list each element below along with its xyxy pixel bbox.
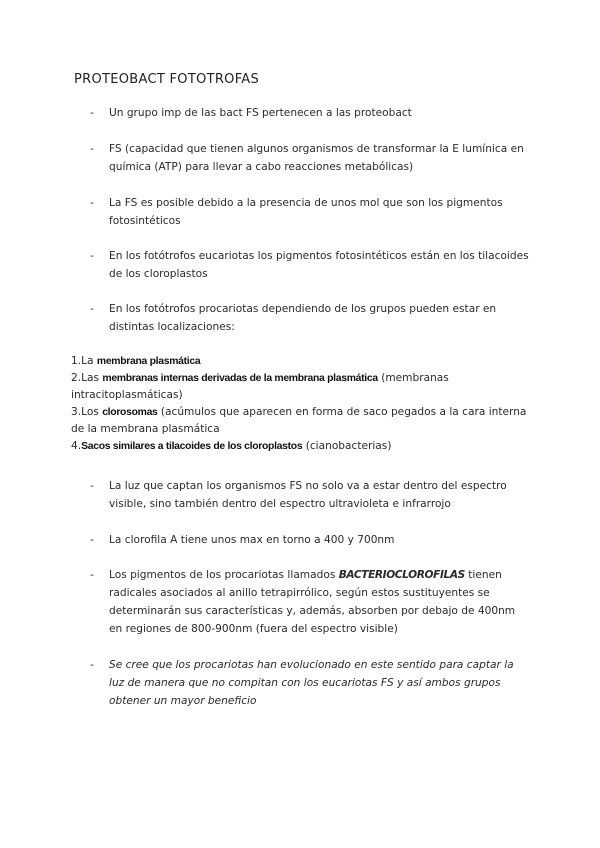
numbered-rest: (cianobacterias) (302, 440, 392, 452)
list-item-text: En los fotótrofos eucariotas los pigmentos fotosintéticos están en los tilacoides de los cloroplastos (109, 250, 529, 280)
list-item-text: La FS es posible debido a la presencia de unos mol que son los pigmentos fotosintéticos (109, 197, 503, 227)
list-item-text: FS (capacidad que tienen algunos organismos de transformar la E lumínica en química (ATP) para llevar a cabo reacciones metabólicas) (109, 143, 524, 173)
bullet-dash: - (90, 107, 94, 119)
bullet-dash: - (90, 303, 94, 315)
numbered-rest: (membranas intracitoplasmáticas) (71, 372, 449, 401)
numbered-item (71, 438, 539, 455)
list-item-text: Se cree que los procariotas han evolucionado en este sentido para captar la luz de manera que no compitan con los eucariotas FS y así ambos grupos obtener un mayor beneficio (109, 659, 514, 707)
list-item (90, 140, 530, 176)
numbered-prefix: 4. (71, 440, 82, 452)
bullet-dash: - (90, 659, 94, 671)
page-title: PROTEOBACT FOTOTROFAS (74, 72, 260, 87)
list-item (90, 477, 530, 513)
list-item-text: La luz que captan los organismos FS no solo va a estar dentro del espectro visible, sino también dentro del espectro ultravioleta e infrarrojo (109, 480, 507, 510)
bullet-dash: - (90, 250, 94, 262)
numbered-item (71, 404, 539, 438)
bullet-dash: - (90, 197, 94, 209)
numbered-bold: membrana plasmática (96, 356, 201, 367)
list-item (90, 300, 530, 336)
numbered-rest: (acúmulos que aparecen en forma de saco pegados a la cara interna de la membrana plasmática (71, 406, 527, 435)
numbered-item (71, 353, 539, 370)
numbered-prefix: 2.Las (71, 372, 103, 384)
numbered-bold: clorosomas (102, 407, 158, 418)
list-item (90, 104, 530, 122)
list-item-text: Un grupo imp de las bact FS pertenecen a las proteobact (109, 107, 412, 119)
list-item (90, 531, 530, 549)
numbered-prefix: 1.La (71, 355, 97, 367)
bullet-dash: - (90, 534, 94, 546)
list-item-text (109, 566, 530, 638)
numbered-prefix: 3.Los (71, 406, 103, 418)
list-item-text: La clorofila A tiene unos max en torno a 400 y 700nm (109, 534, 395, 546)
numbered-list (71, 353, 539, 455)
highlighted-term: BACTERIOCLOROFILAS (338, 569, 465, 581)
bullet-dash: - (90, 480, 94, 492)
numbered-item (71, 370, 539, 404)
bullet-dash: - (90, 143, 94, 155)
bullet-dash: - (90, 569, 94, 581)
list-item-text: En los fotótrofos procariotas dependiendo de los grupos pueden estar en distintas localizaciones: (109, 303, 497, 333)
list-item (90, 247, 530, 283)
list-item (90, 566, 530, 638)
text-before: Los pigmentos de los procariotas llamados (109, 569, 339, 581)
numbered-bold: Sacos similares a tilacoides de los cloroplastos (81, 441, 303, 452)
list-item (90, 656, 530, 710)
text-after: tienen radicales asociados al anillo tetrapirrólico, según estos sustituyentes se determinarán sus características y, además, absorben por debajo de 400nm en regiones de 800-900nm (fuera del espectro visible) (109, 569, 516, 635)
numbered-bold: membranas internas derivadas de la membrana plasmática (102, 373, 378, 384)
list-item (90, 194, 530, 230)
